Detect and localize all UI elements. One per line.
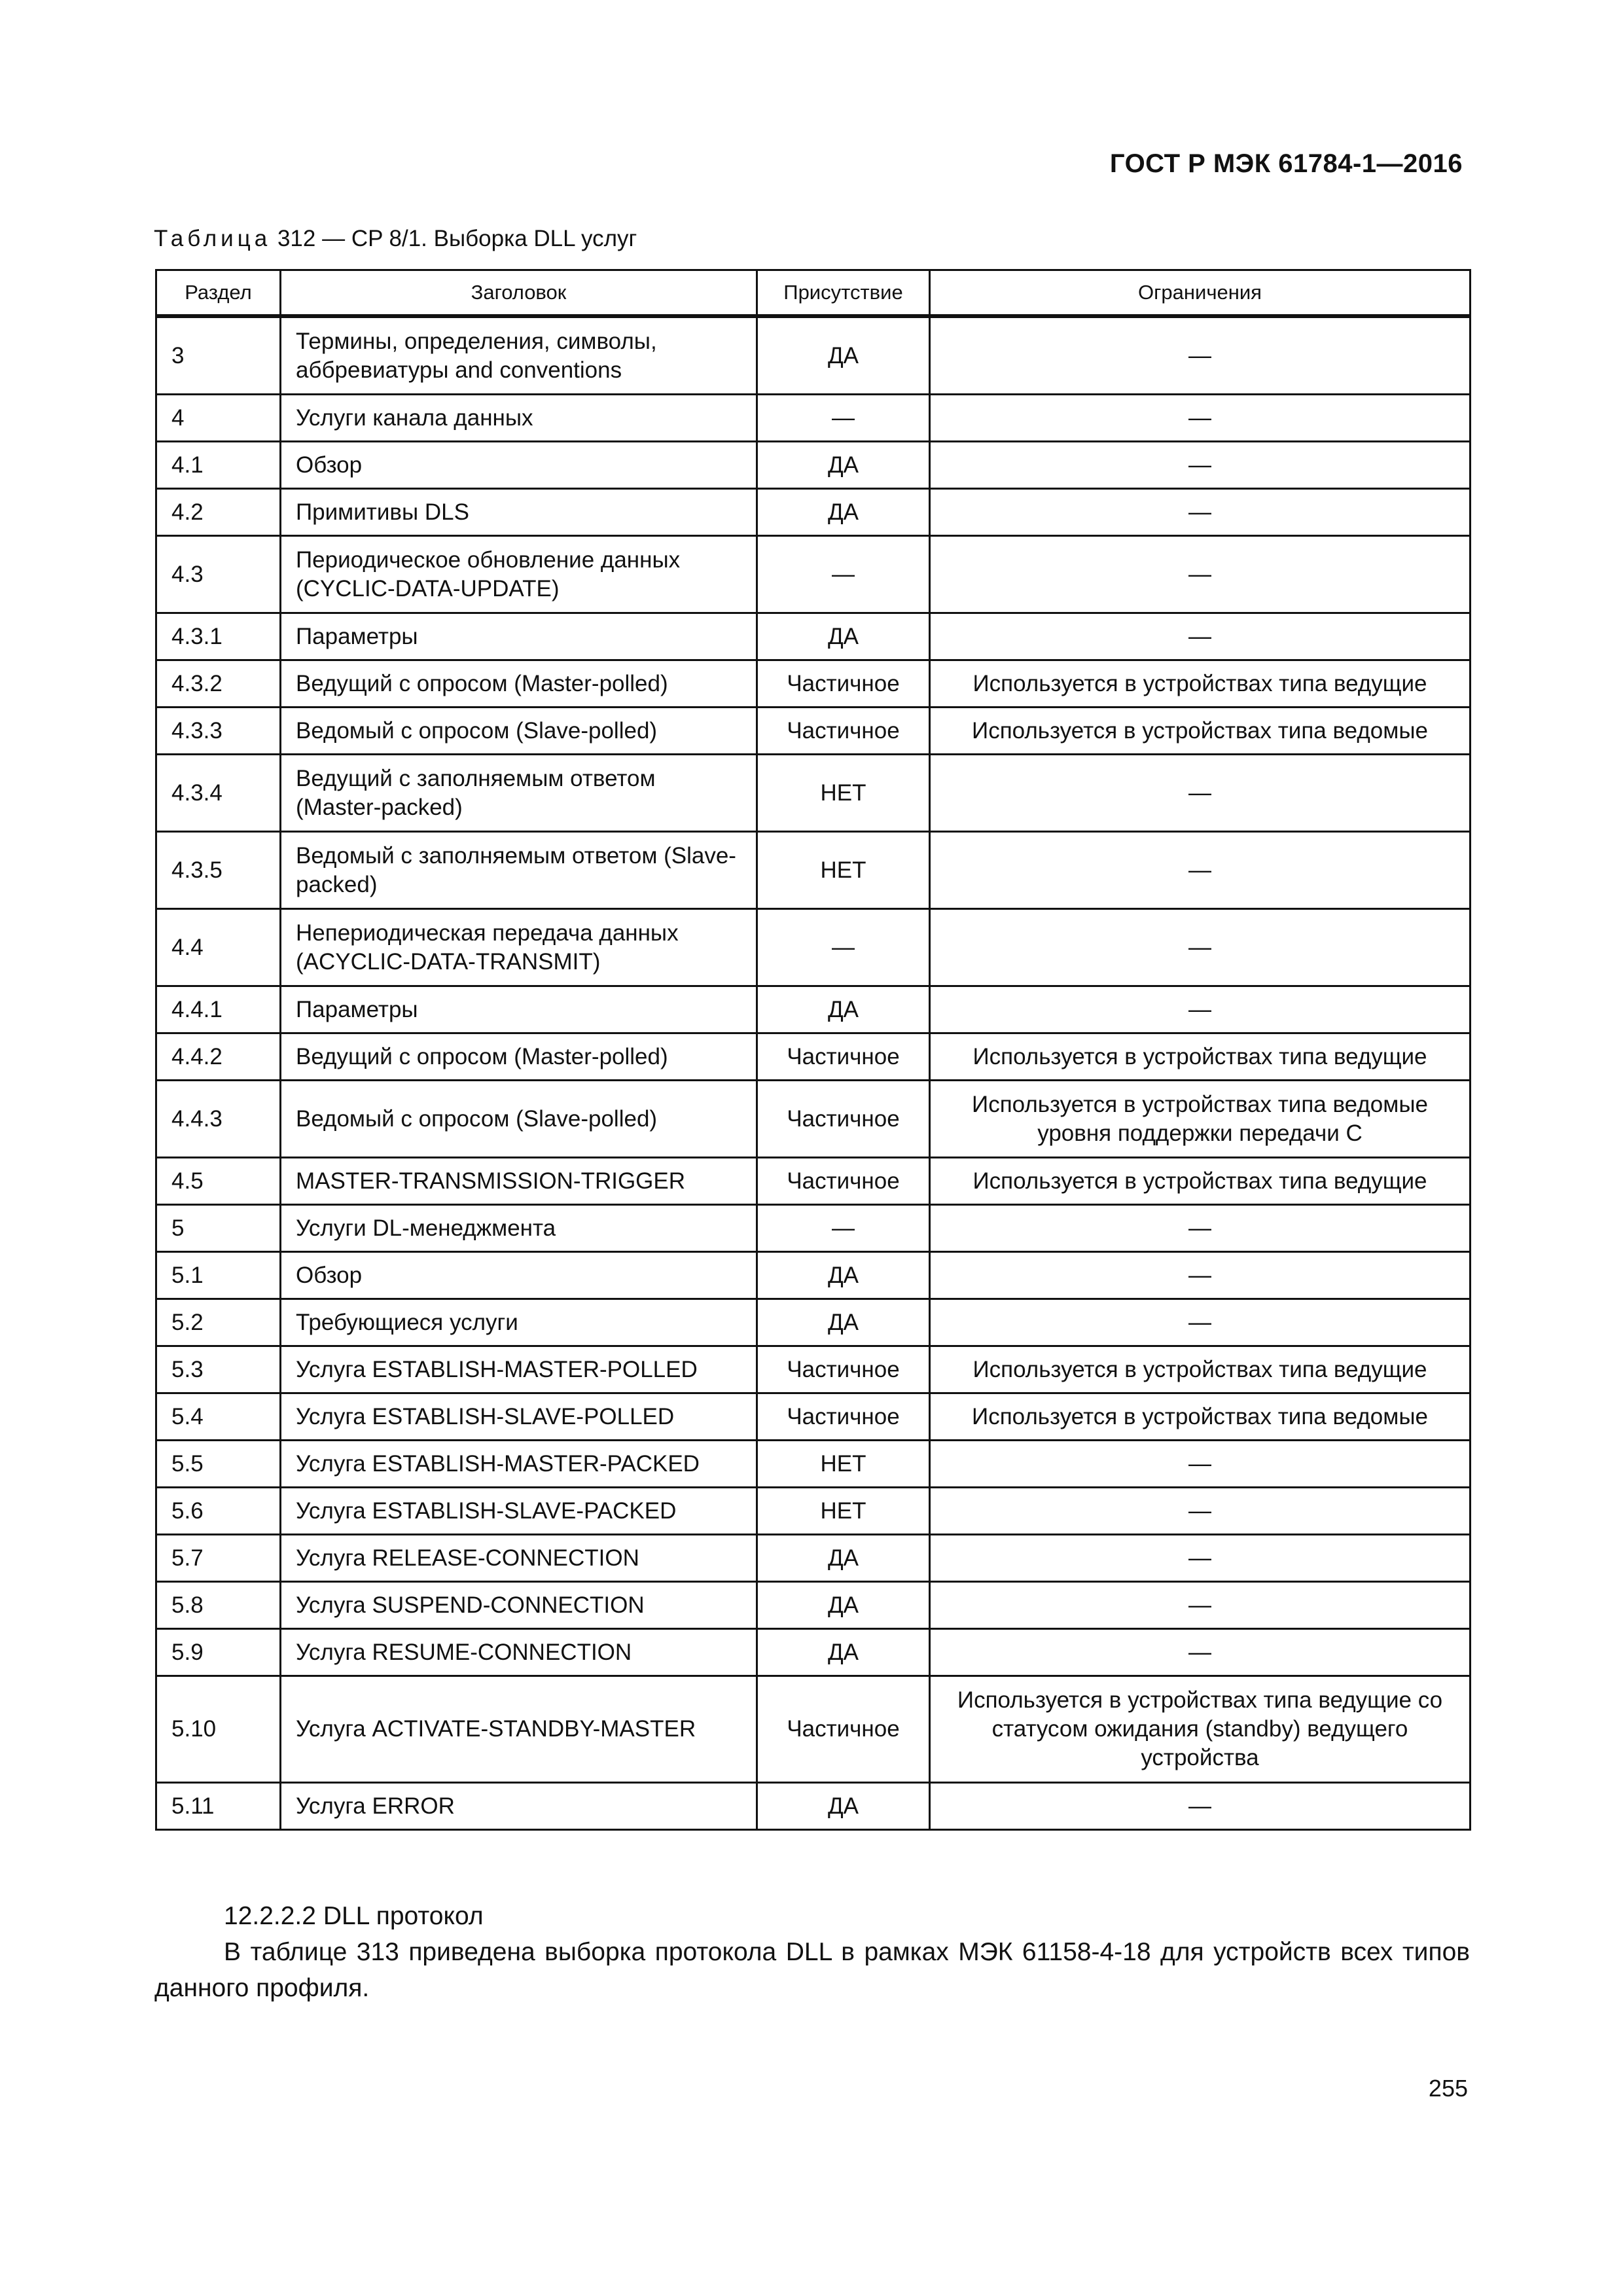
cell-section: 4.3 (156, 536, 281, 613)
cell-presence: ДА (757, 1299, 930, 1346)
table-row (156, 1299, 1471, 1346)
cell-title: MASTER-TRANSMISSION-TRIGGER (281, 1158, 757, 1205)
cell-presence: ДА (757, 1582, 930, 1629)
cell-presence: Частичное (757, 708, 930, 755)
cell-limits: — (930, 536, 1471, 613)
table-row (156, 1252, 1471, 1299)
cell-title: Параметры (281, 986, 757, 1033)
cell-presence: Частичное (757, 1346, 930, 1393)
cell-title: Услуги DL-менеджмента (281, 1205, 757, 1252)
cell-section: 4.4 (156, 909, 281, 986)
cell-limits: Используется в устройствах типа ведомые уровня поддержки передачи C (930, 1081, 1471, 1158)
table-caption-text: 312 — CP 8/1. Выборка DLL услуг (277, 226, 637, 251)
cell-limits: Используется в устройствах типа ведущие (930, 1346, 1471, 1393)
cell-section: 5.10 (156, 1676, 281, 1783)
cell-limits: Используется в устройствах типа ведомые (930, 708, 1471, 755)
cell-limits: — (930, 909, 1471, 986)
cell-presence: — (757, 1205, 930, 1252)
table-row (156, 755, 1471, 832)
cell-section: 4.3.5 (156, 832, 281, 909)
column-header-presence: Присутствие (757, 270, 930, 317)
table-row (156, 395, 1471, 442)
cell-title: Ведущий с заполняемым ответом (Master-packed) (281, 755, 757, 832)
cell-presence: НЕТ (757, 832, 930, 909)
cell-title: Ведущий с опросом (Master-polled) (281, 1033, 757, 1081)
cell-presence: НЕТ (757, 1488, 930, 1535)
cell-presence: Частичное (757, 1676, 930, 1783)
cell-presence: НЕТ (757, 755, 930, 832)
table-row (156, 1582, 1471, 1629)
table-row (156, 1158, 1471, 1205)
cell-limits: Используется в устройствах типа ведущие со статусом ожидания (standby) ведущего устройства (930, 1676, 1471, 1783)
table-row (156, 1205, 1471, 1252)
cell-title: Услуга ESTABLISH-SLAVE-PACKED (281, 1488, 757, 1535)
table-row (156, 1393, 1471, 1441)
cell-section: 4.4.3 (156, 1081, 281, 1158)
cell-presence: ДА (757, 1629, 930, 1676)
page-number: 255 (1428, 2075, 1468, 2102)
table-row (156, 1488, 1471, 1535)
cell-presence: ДА (757, 489, 930, 536)
cell-presence: Частичное (757, 1033, 930, 1081)
cell-title: Параметры (281, 613, 757, 660)
table-row (156, 1629, 1471, 1676)
cell-title: Услуга RESUME-CONNECTION (281, 1629, 757, 1676)
column-header-title: Заголовок (281, 270, 757, 317)
table-row (156, 536, 1471, 613)
cell-presence: ДА (757, 613, 930, 660)
cell-presence: — (757, 536, 930, 613)
cell-section: 4.4.2 (156, 1033, 281, 1081)
cell-limits: Используется в устройствах типа ведущие (930, 660, 1471, 708)
cell-title: Требующиеся услуги (281, 1299, 757, 1346)
cell-limits: — (930, 986, 1471, 1033)
cell-presence: Частичное (757, 1081, 930, 1158)
cell-limits: — (930, 1488, 1471, 1535)
cell-limits: Используется в устройствах типа ведущие (930, 1033, 1471, 1081)
cell-limits: — (930, 1535, 1471, 1582)
column-header-limits: Ограничения (930, 270, 1471, 317)
cell-title: Услуга SUSPEND-CONNECTION (281, 1582, 757, 1629)
table-body (156, 316, 1471, 1830)
cell-section: 5.11 (156, 1783, 281, 1830)
cell-section: 3 (156, 316, 281, 395)
cell-section: 4.3.1 (156, 613, 281, 660)
cell-presence: ДА (757, 986, 930, 1033)
cell-section: 5.8 (156, 1582, 281, 1629)
body-paragraph: В таблице 313 приведена выборка протокола DLL в рамках МЭК 61158-4-18 для устройств всех типов данного профиля. (154, 1938, 1470, 2002)
table-row (156, 1346, 1471, 1393)
cell-presence: — (757, 395, 930, 442)
table-row (156, 660, 1471, 708)
cell-limits: — (930, 442, 1471, 489)
table-row (156, 1783, 1471, 1830)
document-id: ГОСТ Р МЭК 61784-1—2016 (1109, 149, 1463, 178)
cell-limits: — (930, 489, 1471, 536)
cell-limits: Используется в устройствах типа ведущие (930, 1158, 1471, 1205)
dll-services-table (155, 269, 1471, 1831)
cell-title: Ведомый с опросом (Slave-polled) (281, 708, 757, 755)
table-row (156, 832, 1471, 909)
cell-title: Услуга ERROR (281, 1783, 757, 1830)
column-header-section: Раздел (156, 270, 281, 317)
cell-presence: — (757, 909, 930, 986)
cell-presence: ДА (757, 1783, 930, 1830)
cell-section: 5.4 (156, 1393, 281, 1441)
cell-section: 4 (156, 395, 281, 442)
table-row (156, 489, 1471, 536)
cell-section: 5.2 (156, 1299, 281, 1346)
section-heading (224, 1902, 484, 1931)
cell-presence: ДА (757, 1535, 930, 1582)
cell-section: 5.5 (156, 1441, 281, 1488)
cell-limits: — (930, 1299, 1471, 1346)
cell-presence: Частичное (757, 1158, 930, 1205)
cell-presence: ДА (757, 316, 930, 395)
cell-limits: — (930, 1441, 1471, 1488)
table-caption-label: Таблица (154, 226, 272, 251)
cell-limits: — (930, 755, 1471, 832)
cell-title: Услуга ACTIVATE-STANDBY-MASTER (281, 1676, 757, 1783)
cell-section: 4.3.2 (156, 660, 281, 708)
cell-title: Услуга ESTABLISH-SLAVE-POLLED (281, 1393, 757, 1441)
section-title: DLL протокол (323, 1902, 484, 1930)
table-header-row (156, 270, 1471, 317)
table-row (156, 1081, 1471, 1158)
table-row (156, 986, 1471, 1033)
cell-presence: ДА (757, 1252, 930, 1299)
cell-title: Ведомый с опросом (Slave-polled) (281, 1081, 757, 1158)
cell-title: Термины, определения, символы, аббревиатуры and conventions (281, 316, 757, 395)
cell-section: 4.4.1 (156, 986, 281, 1033)
table-row (156, 1441, 1471, 1488)
cell-section: 4.3.3 (156, 708, 281, 755)
cell-limits: — (930, 395, 1471, 442)
cell-presence: НЕТ (757, 1441, 930, 1488)
cell-title: Услуга ESTABLISH-MASTER-PACKED (281, 1441, 757, 1488)
cell-limits: — (930, 1205, 1471, 1252)
cell-limits: — (930, 316, 1471, 395)
table-row (156, 316, 1471, 395)
cell-section: 4.1 (156, 442, 281, 489)
cell-title: Обзор (281, 1252, 757, 1299)
table-row (156, 442, 1471, 489)
cell-limits: — (930, 1629, 1471, 1676)
cell-presence: Частичное (757, 1393, 930, 1441)
cell-limits: — (930, 613, 1471, 660)
cell-section: 5.3 (156, 1346, 281, 1393)
section-number: 12.2.2.2 (224, 1902, 316, 1930)
cell-limits: — (930, 1783, 1471, 1830)
cell-title: Ведомый с заполняемым ответом (Slave-packed) (281, 832, 757, 909)
cell-title: Примитивы DLS (281, 489, 757, 536)
cell-title: Услуга RELEASE-CONNECTION (281, 1535, 757, 1582)
cell-section: 5.9 (156, 1629, 281, 1676)
cell-section: 5.1 (156, 1252, 281, 1299)
cell-presence: Частичное (757, 660, 930, 708)
table-row (156, 613, 1471, 660)
table-caption (154, 226, 637, 252)
cell-section: 5 (156, 1205, 281, 1252)
cell-limits: Используется в устройствах типа ведомые (930, 1393, 1471, 1441)
cell-limits: — (930, 1582, 1471, 1629)
table-row (156, 1033, 1471, 1081)
table-row (156, 1535, 1471, 1582)
table-row (156, 708, 1471, 755)
cell-section: 4.5 (156, 1158, 281, 1205)
cell-section: 5.6 (156, 1488, 281, 1535)
cell-title: Непериодическая передача данных (ACYCLIC-DATA-TRANSMIT) (281, 909, 757, 986)
cell-title: Услуги канала данных (281, 395, 757, 442)
cell-presence: ДА (757, 442, 930, 489)
cell-title: Услуга ESTABLISH-MASTER-POLLED (281, 1346, 757, 1393)
cell-section: 4.2 (156, 489, 281, 536)
cell-title: Периодическое обновление данных (CYCLIC-DATA-UPDATE) (281, 536, 757, 613)
cell-title: Обзор (281, 442, 757, 489)
cell-section: 5.7 (156, 1535, 281, 1582)
table-row (156, 909, 1471, 986)
cell-section: 4.3.4 (156, 755, 281, 832)
table-row (156, 1676, 1471, 1783)
cell-title: Ведущий с опросом (Master-polled) (281, 660, 757, 708)
cell-limits: — (930, 832, 1471, 909)
cell-limits: — (930, 1252, 1471, 1299)
